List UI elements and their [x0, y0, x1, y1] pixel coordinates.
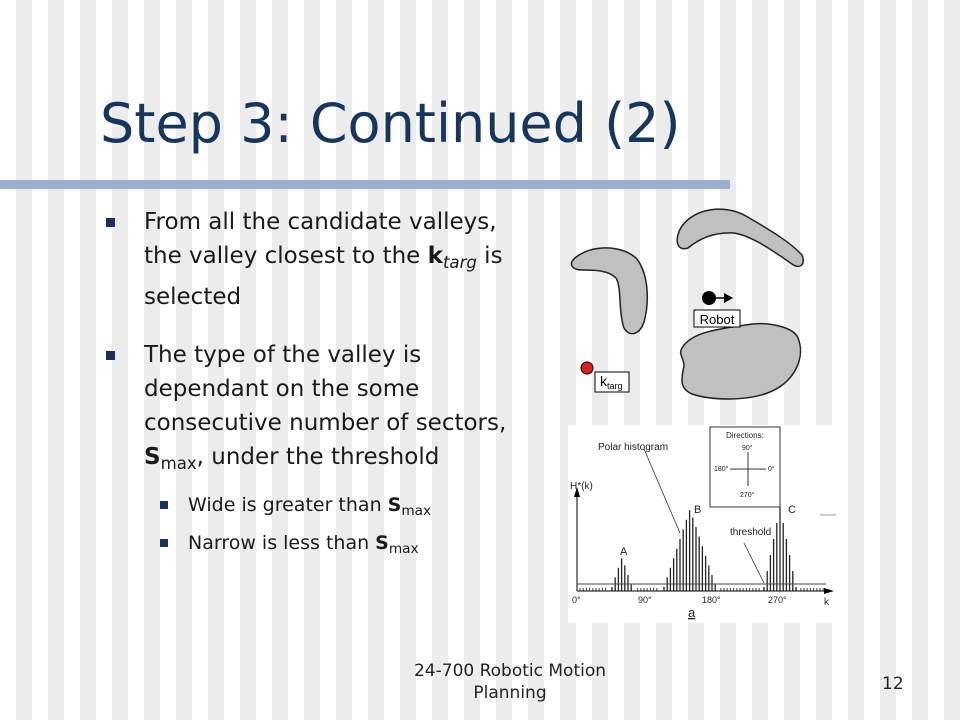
sub-bullet-narrow: [104, 527, 540, 565]
sub-bullet-text: Narrow is less than: [188, 532, 376, 554]
bullet-text: The type of the valley is dependant on the some consecutive number of sectors,: [144, 341, 507, 436]
robot-marker: [702, 291, 716, 305]
slide-number: 12: [882, 674, 904, 694]
bullet-text: From all the candidate valleys, the valley closest to the: [144, 209, 497, 269]
tick-label-270: 270°: [768, 595, 787, 605]
direction-270: 270°: [740, 492, 755, 499]
ktarg-subscript: targ: [442, 252, 477, 272]
slide-title: Step 3: Continued (2): [100, 92, 681, 155]
ktarg-symbol: k: [427, 243, 443, 269]
direction-0: 0°: [768, 466, 775, 473]
histogram-background: [568, 425, 840, 623]
peak-label-c: C: [788, 504, 796, 516]
smax-symbol: S: [387, 493, 402, 516]
ktarg-label: $k_{targ}$: [600, 373, 623, 391]
obstacle-bottom-right: [681, 324, 801, 399]
obstacle-scene: [560, 200, 850, 420]
sub-bullet-wide: [104, 489, 540, 527]
tick-label-0: 0°: [572, 595, 581, 605]
x-axis-label: k: [824, 597, 829, 608]
smax-symbol: S: [144, 443, 161, 470]
bullet-list: [100, 205, 540, 589]
sub-bullet-list: [144, 489, 540, 565]
bullet-valley-type: [100, 338, 540, 565]
direction-180: 180°: [714, 466, 729, 473]
smax-symbol: S: [375, 532, 389, 554]
bullet-text-end: , under the threshold: [196, 443, 440, 470]
tick-label-90: 90°: [638, 595, 652, 605]
smax-subscript: max: [388, 541, 419, 558]
title-underline: [0, 180, 730, 189]
sub-bullet-text: Wide is greater than: [188, 493, 388, 516]
sub-bullet-marker: [160, 501, 168, 509]
robot-label: Robot: [699, 312, 735, 327]
direction-90: 90°: [742, 445, 753, 452]
directions-title: Directions:: [726, 431, 764, 440]
obstacle-top-right: [677, 209, 803, 266]
obstacle-left-arc: [571, 248, 647, 334]
bullet-text-end: is selected: [144, 243, 503, 310]
tick-label-180: 180°: [702, 595, 721, 605]
histogram-title: Polar histogram: [598, 442, 669, 453]
threshold-label: threshold: [730, 527, 772, 538]
smax-subscript: max: [160, 453, 197, 473]
target-marker: [581, 362, 593, 374]
smax-subscript: max: [401, 503, 432, 519]
peak-label-a: A: [620, 546, 628, 558]
sub-bullet-marker: [160, 539, 168, 547]
directions-box: [710, 427, 780, 507]
slide-footer: 24-700 Robotic Motion Planning: [413, 661, 607, 703]
robot-arrowhead: [724, 293, 733, 303]
polar-histogram: [568, 425, 840, 623]
bullet-valley-selection: [100, 205, 540, 314]
bullet-marker: [106, 351, 115, 360]
y-axis-label: H*(k): [570, 481, 593, 492]
peak-label-b: B: [694, 504, 702, 516]
figure-caption: a: [688, 605, 696, 620]
bullet-marker: [106, 218, 115, 227]
